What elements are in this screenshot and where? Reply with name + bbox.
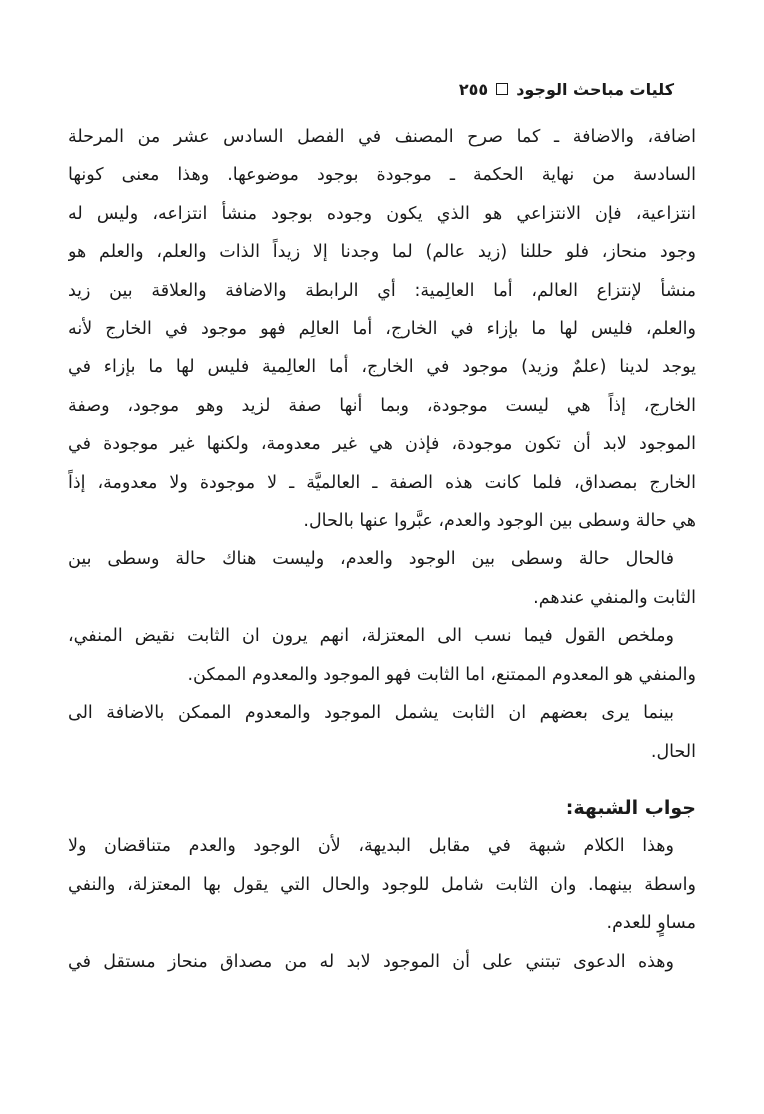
text-line: والمنفي هو المعدوم الممتنع، اما الثابت فهو الموجود والمعدوم الممكن. bbox=[187, 664, 696, 685]
text-line: الثابت والمنفي عندهم. bbox=[533, 587, 696, 608]
text-line: انتزاعية، فإن الانتزاعي هو الذي يكون وجوده بوجود منشأ انتزاعه، وليس له bbox=[68, 203, 696, 224]
text-line: الخارج، إذاً هي ليست موجودة، وبما أنها صفة لزيد وهو موجود، وصفة bbox=[68, 395, 696, 416]
text-line: الحال. bbox=[650, 741, 696, 762]
text-line: وملخص القول فيما نسب الى المعتزلة، انهم يرون ان الثابت نقيض المنفي، bbox=[68, 626, 674, 647]
paragraph-5 bbox=[68, 827, 696, 942]
text-line: الخارج بمصداق، فلما كانت هذه الصفة ـ العالميَّة ـ لا موجودة ولا معدومة، إذاً bbox=[68, 472, 696, 493]
text-line: يوجد لدينا (علمٌ وزيد) موجود في الخارج، أما العالِمية فليس لها ما بإزاء في bbox=[68, 357, 696, 378]
text-line: وهذه الدعوى تبتني على أن الموجود لابد له من مصداق منحاز مستقل في bbox=[68, 951, 674, 972]
page-number: ٢٥٥ bbox=[458, 79, 489, 99]
paragraph-2 bbox=[68, 540, 696, 617]
header-title: كليات مباحث الوجود bbox=[516, 79, 674, 99]
text-line: هي حالة وسطى بين الوجود والعدم، عبَّروا عنها بالحال. bbox=[303, 511, 696, 532]
text-line: اضافة، والاضافة ـ كما صرح المصنف في الفصل السادس عشر من المرحلة bbox=[68, 127, 696, 147]
text-line: بينما يرى بعضهم ان الثابت يشمل الموجود والمعدوم الممكن بالاضافة الى bbox=[68, 703, 674, 724]
running-header bbox=[444, 74, 674, 104]
square-separator-icon bbox=[496, 83, 508, 95]
text-line: منشأ لإنتزاع العالم، أما العالِمية: أي الرابطة والاضافة والعلاقة بين زيد bbox=[68, 280, 696, 301]
text-line: واسطة بينهما. وان الثابت شامل للوجود والحال التي يقول بها المعتزلة، والنفي bbox=[68, 874, 696, 895]
body-text bbox=[68, 118, 696, 981]
paragraph-1 bbox=[68, 118, 696, 540]
text-line: والعلم، فليس لها ما بإزاء في الخارج، أما العالِم فهو موجود في الخارج لأنه bbox=[68, 319, 696, 340]
paragraph-6 bbox=[68, 943, 696, 981]
text-line: الموجود لابد أن تكون موجودة، فإذن هي غير معدومة، ولكنها غير موجودة في bbox=[68, 434, 696, 455]
text-line: السادسة من نهاية الحكمة ـ موجودة بوجود موضوعها. وهذا معنى كونها bbox=[68, 165, 696, 186]
paragraph-4 bbox=[68, 694, 696, 771]
paragraph-3 bbox=[68, 617, 696, 694]
text-line: وهذا الكلام شبهة في مقابل البديهة، لأن الوجود والعدم متناقضان ولا bbox=[68, 836, 674, 857]
text-line: وجود منحاز، فلو حللنا (زيد عالم) لما وجدنا إلا زيداً الذات والعلم، والعلم هو bbox=[68, 242, 696, 263]
text-line: مساوٍ للعدم. bbox=[606, 913, 696, 934]
section-heading: جواب الشبهة: bbox=[565, 796, 696, 819]
text-line: فالحال حالة وسطى بين الوجود والعدم، وليست هناك حالة وسطى بين bbox=[68, 549, 674, 570]
